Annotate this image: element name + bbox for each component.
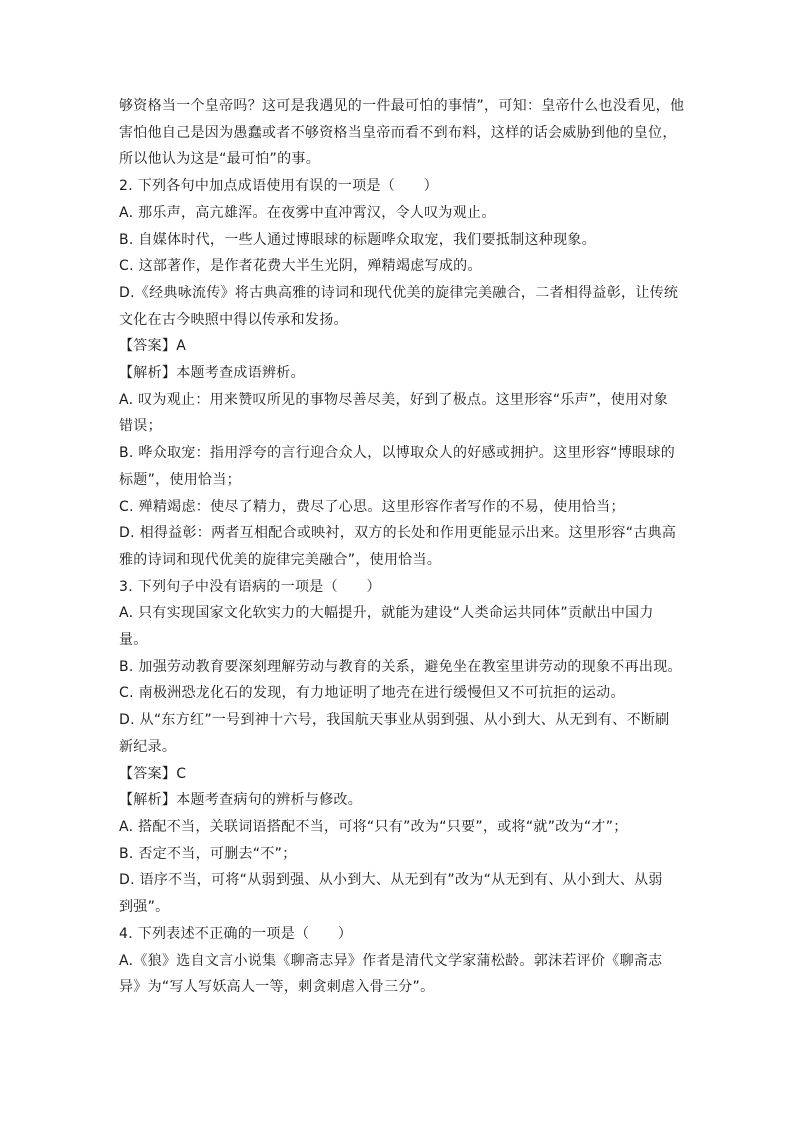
question-2-option-c: C. 这部著作，是作者花费大半生光阴，殚精竭虑写成的。 (119, 258, 482, 275)
text-line: A. 搭配不当，关联词语搭配不当，可将“只有”改为“只要”，或将“就”改为“才”； (119, 818, 628, 835)
text-line: 标题”，使用恰当； (119, 471, 241, 488)
text-line: 害怕他自己是因为愚蠢或者不够资格当皇帝而看不到布料，这样的话会威胁到他的皇位， (119, 124, 677, 141)
question-3-option-d: D. 从“东方红”一号到神十六号，我国航天事业从弱到强、从小到大、从无到有、不断刷 (119, 712, 670, 729)
question-4-option-a: A.《狼》选自文言小说集《聊斋志异》作者是清代文学家蒲松龄。郭沫若评价《聊斋志 (119, 952, 663, 969)
analysis-label: 【解析】本题考查病句的辨析与修改。 (119, 792, 363, 809)
text-line: B. 否定不当，可删去“不”； (119, 845, 297, 862)
text-line: 文化在古今映照中得以传承和发扬。 (119, 311, 348, 328)
text-line: A. 叹为观止：用来赞叹所见的事物尽善尽美，好到了极点。这里形容“乐声”，使用对象 (119, 391, 669, 408)
text-line: 量。 (119, 632, 148, 649)
question-2-option-b: B. 自媒体时代，一些人通过博眼球的标题哗众取宠，我们要抵制这种现象。 (119, 231, 597, 248)
text-line: 够资格当一个皇帝吗？这可是我遇见的一件最可怕的事情”，可知：皇帝什么也没看见，他 (119, 98, 685, 114)
question-2-stem: 2. 下列各句中加点成语使用有误的一项是（ ） (119, 178, 439, 195)
text-line: C. 殚精竭虑：使尽了精力，费尽了心思。这里形容作者写作的不易，使用恰当； (119, 498, 625, 515)
text-line: 雅的诗词和现代优美的旋律完美融合”，使用恰当。 (119, 551, 442, 568)
document-page (119, 93, 685, 1001)
text-line: 新纪录。 (119, 738, 177, 755)
question-3-option-a: A. 只有实现国家文化软实力的大幅提升，就能为建设“人类命运共同体”贡献出中国力 (119, 605, 654, 622)
question-3-stem: 3. 下列句子中没有语病的一项是（ ） (119, 578, 381, 595)
question-3-option-c: C. 南极洲恐龙化石的发现，有力地证明了地壳在进行缓慢但又不可抗拒的运动。 (119, 685, 625, 702)
text-line: 到强”。 (119, 899, 170, 916)
question-4-stem: 4. 下列表述不正确的一项是（ ） (119, 925, 353, 942)
question-3-option-b: B. 加强劳动教育要深刻理解劳动与教育的关系，避免坐在教室里讲劳动的现象不再出现。 (119, 658, 682, 675)
answer-label: 【答案】C (119, 765, 187, 782)
question-2-option-d: D.《经典咏流传》将古典高雅的诗词和现代优美的旋律完美融合，二者相得益彰，让传统 (119, 284, 679, 301)
text-line: B. 哗众取宠：指用浮夸的言行迎合众人，以博取众人的好感或拥护。这里形容“博眼球的 (119, 445, 676, 462)
text-line: 所以他认为这是“最可怕”的事。 (119, 151, 321, 168)
question-2-option-a: A. 那乐声，高亢雄浑。在夜雾中直冲霄汉，令人叹为观止。 (119, 204, 496, 221)
text-line: D. 语序不当，可将“从弱到强、从小到大、从无到有”改为“从无到有、从小到大、从弱 (119, 872, 663, 889)
analysis-label: 【解析】本题考查成语辨析。 (119, 365, 305, 382)
text-line: D. 相得益彰：两者互相配合或映衬，双方的长处和作用更能显示出来。这里形容“古典高 (119, 525, 677, 542)
text-line: 错误； (119, 418, 162, 435)
answer-label: 【答案】A (119, 338, 187, 355)
text-line: 异》为“写人写妖高人一等，刺贪刺虐入骨三分”。 (119, 979, 435, 996)
